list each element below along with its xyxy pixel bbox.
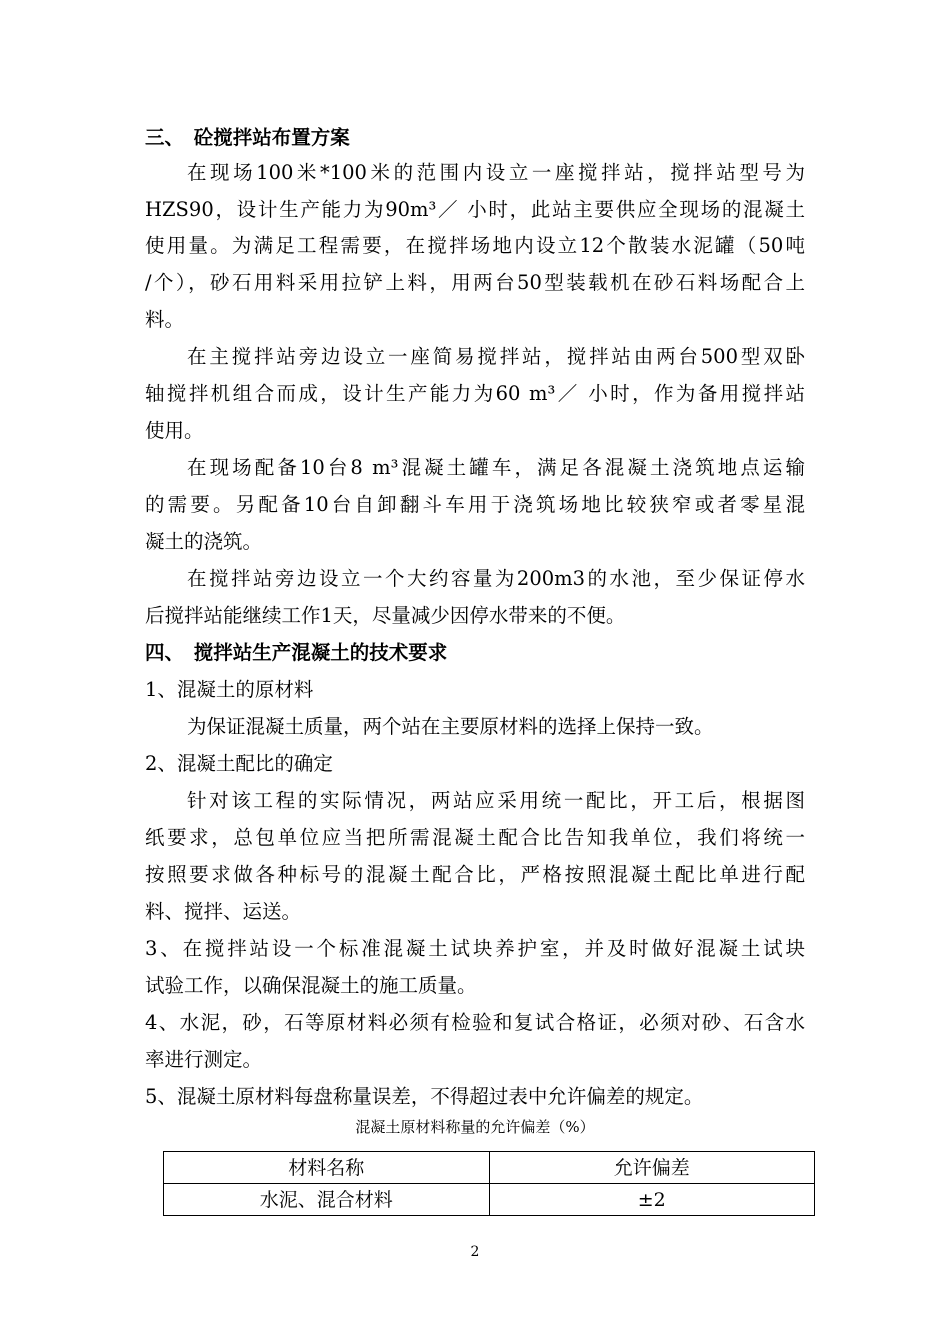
paragraph-line: 在主搅拌站旁边设立一座简易搅拌站，搅拌站由两台500型双卧 xyxy=(187,345,805,368)
paragraph-line: HZS90，设计生产能力为90m³／ 小时，此站主要供应全现场的混凝土 xyxy=(145,198,805,221)
paragraph-line: 轴搅拌机组合而成，设计生产能力为60 m³／ 小时，作为备用搅拌站 xyxy=(145,382,805,405)
table-cell: 水泥、混合材料 xyxy=(164,1184,490,1216)
weighing-tolerance-table xyxy=(163,1151,815,1216)
paragraph-line: /个），砂石用料采用拉铲上料，用两台50型装载机在砂石料场配合上 xyxy=(145,271,805,294)
paragraph-line: 后搅拌站能继续工作1天，尽量减少因停水带来的不便。 xyxy=(145,604,626,627)
paragraph-line: 使用。 xyxy=(145,419,204,442)
item-1-body: 为保证混凝土质量，两个站在主要原材料的选择上保持一致。 xyxy=(187,715,714,738)
item-2-title: 2、混凝土配比的确定 xyxy=(145,752,333,775)
page-number: 2 xyxy=(470,1244,480,1260)
item-3-line: 3、在搅拌站设一个标准混凝土试块养护室，并及时做好混凝土试块 xyxy=(145,937,805,960)
paragraph-line: 使用量。为满足工程需要，在搅拌场地内设立12个散装水泥罐（50吨 xyxy=(145,234,805,257)
section-3-heading: 三、 砼搅拌站布置方案 xyxy=(145,126,350,149)
item-1-title: 1、混凝土的原材料 xyxy=(145,678,314,701)
item-5-line: 5、混凝土原材料每盘称量误差，不得超过表中允许偏差的规定。 xyxy=(145,1085,704,1108)
table-header-cell: 允许偏差 xyxy=(489,1152,815,1184)
section-4-heading: 四、 搅拌站生产混凝土的技术要求 xyxy=(145,641,448,664)
table-row xyxy=(164,1184,815,1216)
paragraph-line: 料、搅拌、运送。 xyxy=(145,900,302,923)
paragraph-line: 凝土的浇筑。 xyxy=(145,530,263,553)
paragraph-line: 在搅拌站旁边设立一个大约容量为200m3的水池，至少保证停水 xyxy=(187,567,805,590)
item-4-line: 4、水泥，砂，石等原材料必须有检验和复试合格证，必须对砂、石含水 xyxy=(145,1011,805,1034)
table-caption: 混凝土原材料称量的允许偏差（%） xyxy=(355,1118,595,1136)
item-3-line: 试验工作，以确保混凝土的施工质量。 xyxy=(145,974,477,997)
paragraph-line: 在现场100米*100米的范围内设立一座搅拌站，搅拌站型号为 xyxy=(187,161,805,184)
paragraph-line: 纸要求，总包单位应当把所需混凝土配合比告知我单位，我们将统一 xyxy=(145,826,805,849)
table-header-row xyxy=(164,1152,815,1184)
table-header-cell: 材料名称 xyxy=(164,1152,490,1184)
paragraph-line: 在现场配备10台8 m³混凝土罐车，满足各混凝土浇筑地点运输 xyxy=(187,456,805,479)
paragraph-line: 按照要求做各种标号的混凝土配合比，严格按照混凝土配比单进行配 xyxy=(145,863,805,886)
table-cell: ±2 xyxy=(489,1184,815,1216)
paragraph-line: 针对该工程的实际情况，两站应采用统一配比，开工后，根据图 xyxy=(187,789,805,812)
item-4-line: 率进行测定。 xyxy=(145,1048,263,1071)
paragraph-line: 的需要。另配备10台自卸翻斗车用于浇筑场地比较狭窄或者零星混 xyxy=(145,493,805,516)
paragraph-line: 料。 xyxy=(145,308,185,331)
